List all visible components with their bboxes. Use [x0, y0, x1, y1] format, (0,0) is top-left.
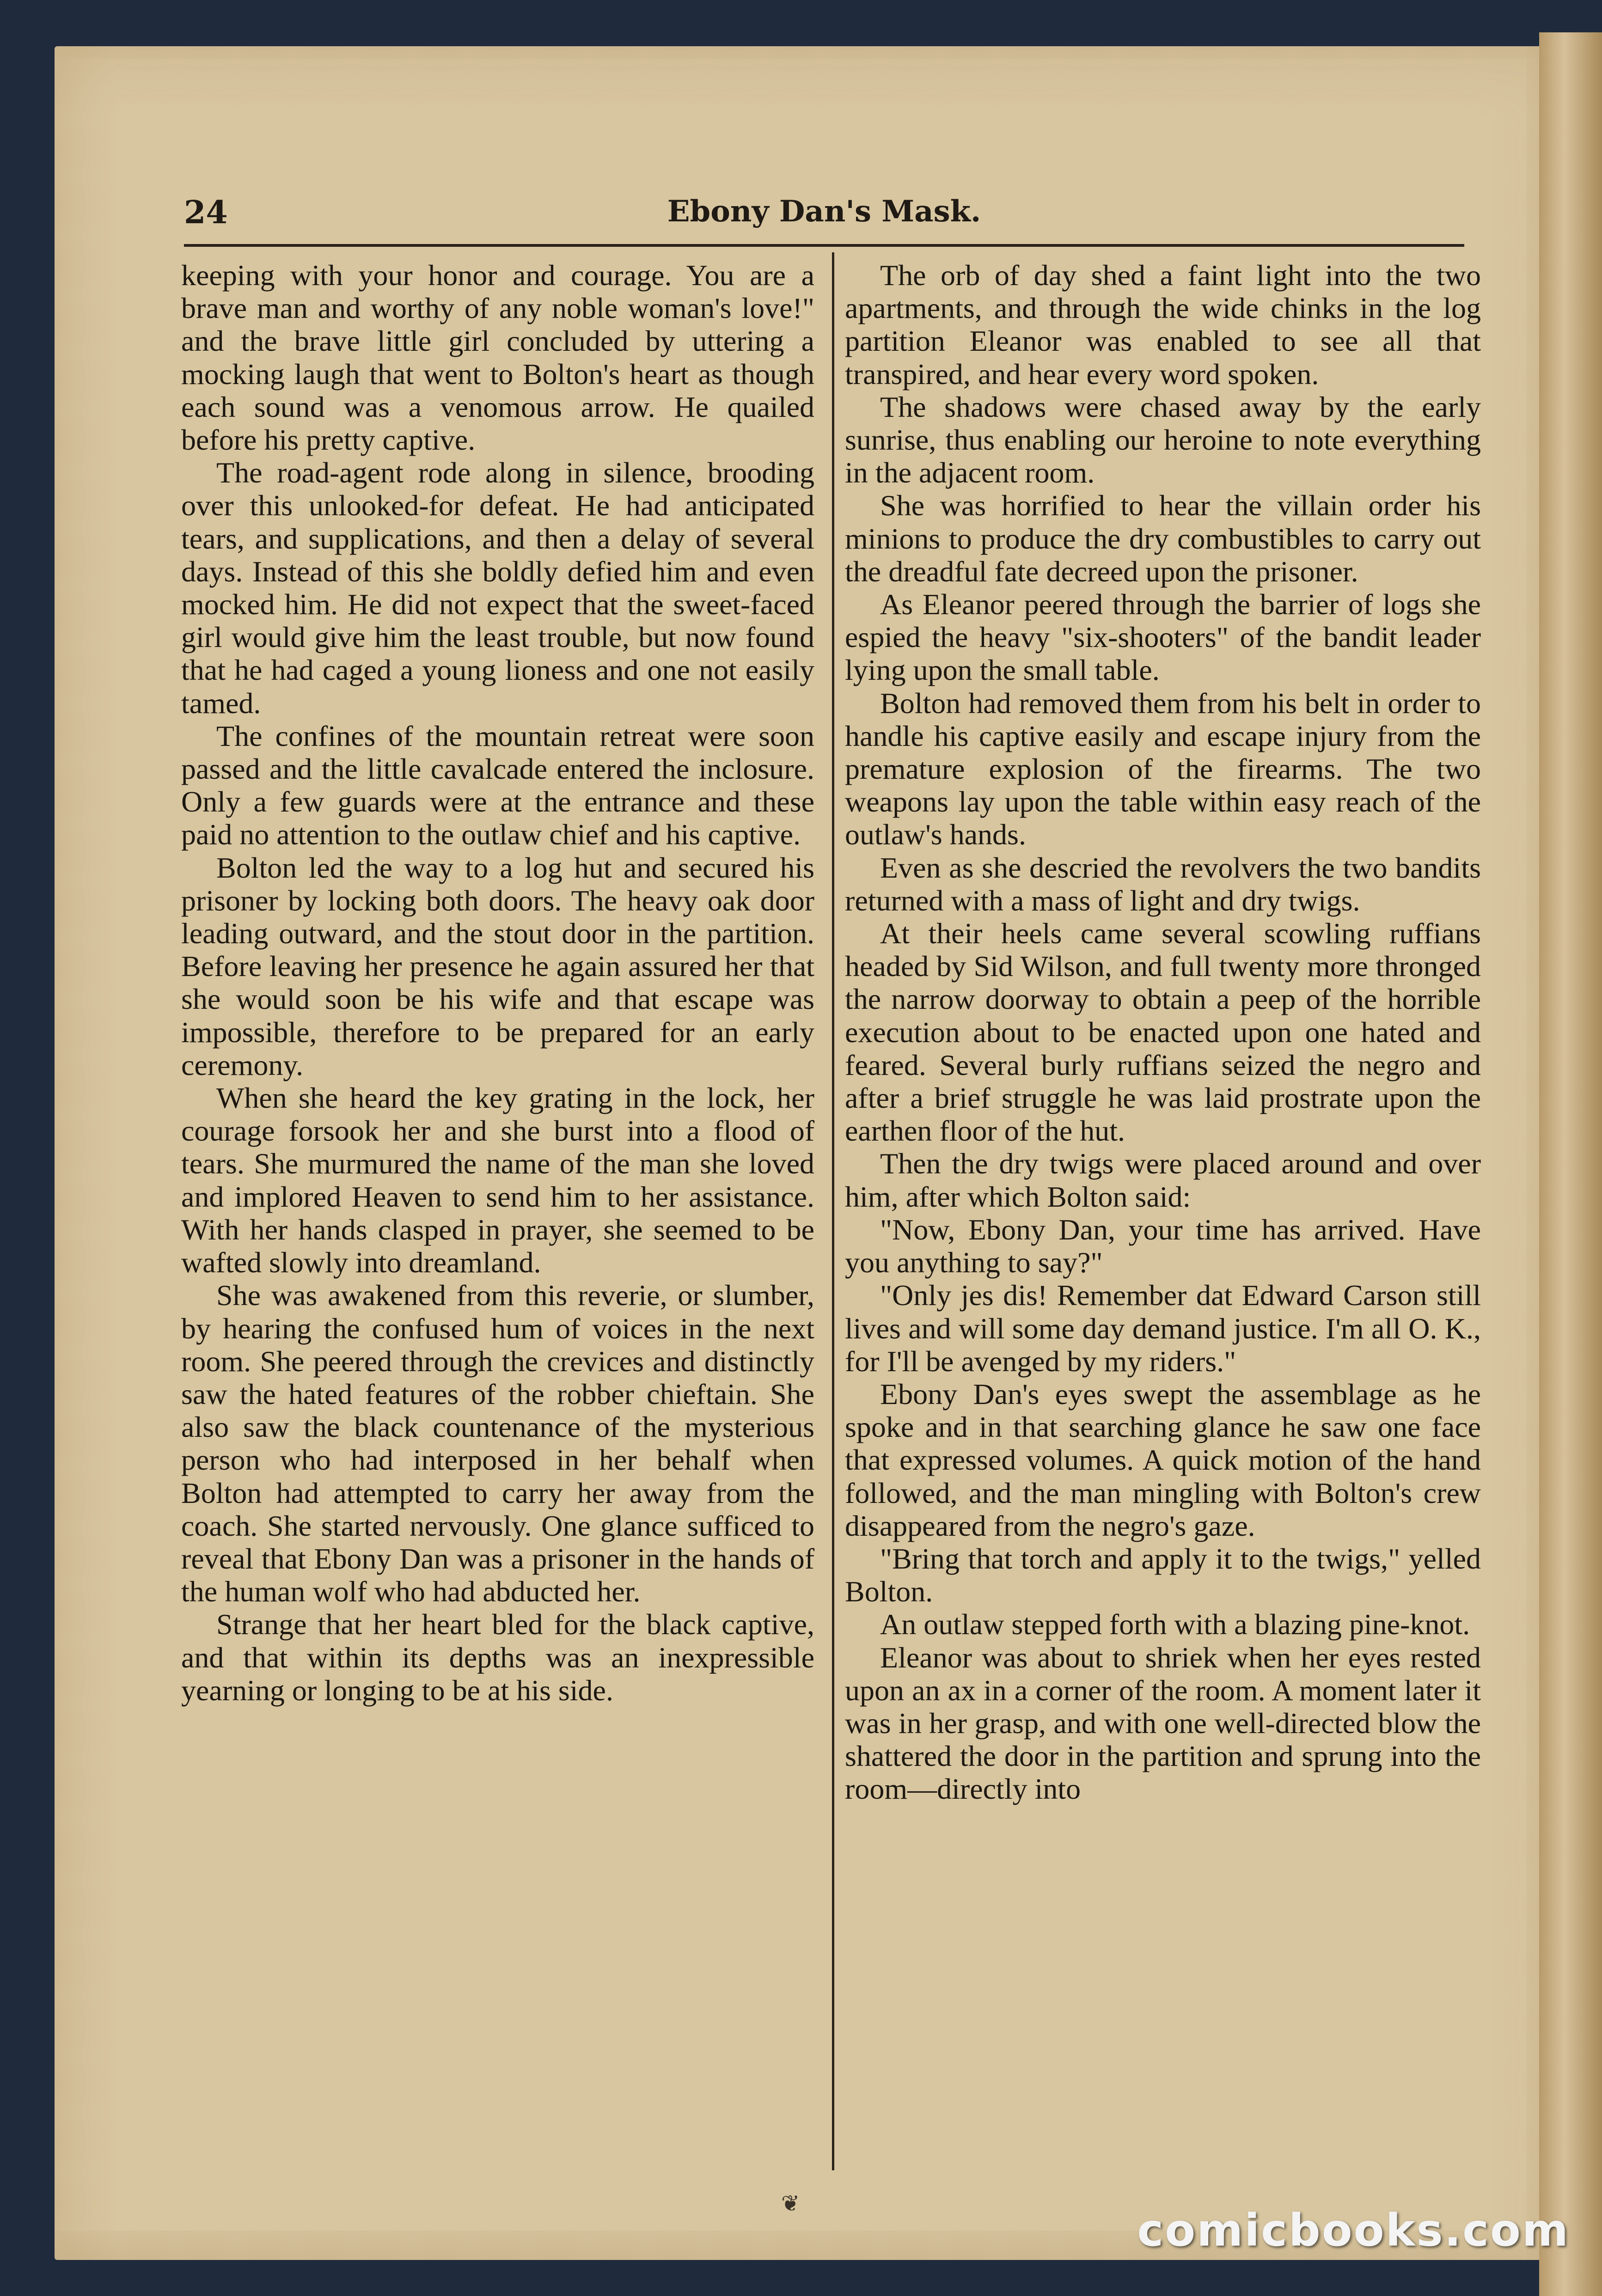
right-column — [845, 259, 1481, 1806]
paragraph: When she heard the key grating in the lock, her courage forsook her and she burst into a flood of tears. She murmured the name of the man she loved and implored Heaven to send him to her assistance. With her hands clasped in prayer, she seemed to be wafted slowly into dreamland. — [181, 1081, 814, 1279]
paragraph: At their heels came several scowling ruffians headed by Sid Wilson, and full twenty more thronged the narrow doorway to obtain a peep of the horrible execution about to be enacted upon one hated and feared. Several burly ruffians seized the negro and after a brief struggle he was laid prostrate upon the earthen floor of the hut. — [845, 917, 1481, 1148]
paragraph: Eleanor was about to shriek when her eyes rested upon an ax in a corner of the room. A moment later it was in her grasp, and with one well-directed blow the shattered the door in the partition and sprung into the room—directly into — [845, 1641, 1481, 1806]
running-title: Ebony Dan's Mask. — [667, 194, 981, 229]
site-watermark: comicbooks.com — [1137, 2204, 1570, 2256]
paragraph: Then the dry twigs were placed around and over him, after which Bolton said: — [845, 1147, 1481, 1213]
paragraph: Ebony Dan's eyes swept the assemblage as he spoke and in that searching glance he saw one face that expressed volumes. A quick motion of the hand followed, and the man mingling with Bolton's crew disappeared from the negro's gaze. — [845, 1377, 1481, 1542]
paragraph: Bolton led the way to a log hut and secured his prisoner by locking both doors. The heavy oak door leading outward, and the stout door in the partition. Before leaving her presence he again assured her that she would soon be his wife and that escape was impossible, therefore to be prepared for an early ceremony. — [181, 851, 814, 1081]
paragraph: The orb of day shed a faint light into the two apartments, and through the wide chinks in the log partition Eleanor was enabled to see all that transpired, and hear every word spoken. — [845, 259, 1481, 391]
left-column — [181, 259, 814, 1707]
book-spine — [1539, 32, 1602, 2296]
paragraph: As Eleanor peered through the barrier of logs she espied the heavy "six-shooters" of the bandit leader lying upon the small table. — [845, 588, 1481, 687]
paragraph: Even as she descried the revolvers the two bandits returned with a mass of light and dry twigs. — [845, 851, 1481, 917]
paragraph: She was horrified to hear the villain order his minions to produce the dry combustibles to carry out the dreadful fate decreed upon the prisoner. — [845, 489, 1481, 588]
printer-mark-icon: ❦ — [781, 2192, 800, 2216]
page-number: 24 — [184, 194, 228, 231]
page-header — [184, 189, 1464, 240]
column-divider — [832, 252, 834, 2170]
paragraph: The confines of the mountain retreat were soon passed and the little cavalcade entered the inclosure. Only a few guards were at the entrance and these paid no attention to the outlaw chief and his captive. — [181, 719, 814, 851]
paragraph: "Bring that torch and apply it to the twigs," yelled Bolton. — [845, 1542, 1481, 1608]
paragraph: The shadows were chased away by the early sunrise, thus enabling our heroine to note everything in the adjacent room. — [845, 390, 1481, 489]
paragraph: Bolton had removed them from his belt in order to handle his captive easily and escape injury from the premature explosion of the firearms. The two weapons lay upon the table within easy reach of the outlaw's hands. — [845, 686, 1481, 851]
paragraph: The road-agent rode along in silence, brooding over this unlooked-for defeat. He had anticipated tears, and supplications, and then a delay of several days. Instead of this she boldly defied him and even mocked him. He did not expect that the sweet-faced girl would give him the least trouble, but now found that he had caged a young lioness and one not easily tamed. — [181, 456, 814, 720]
paragraph: keeping with your honor and courage. You are a brave man and worthy of any noble woman's love!" and the brave little girl concluded by uttering a mocking laugh that went to Bolton's heart as though each sound was a venomous arrow. He quailed before his pretty captive. — [181, 259, 814, 457]
paragraph: She was awakened from this reverie, or slumber, by hearing the confused hum of voices in the next room. She peered through the crevices and distinctly saw the hated features of the robber chieftain. She also saw the black countenance of the mysterious person who had interposed in her behalf when Bolton had attempted to carry her away from the coach. She started nervously. One glance sufficed to reveal that Ebony Dan was a prisoner in the hands of the human wolf who had abducted her. — [181, 1279, 814, 1608]
paragraph: "Only jes dis! Remember dat Edward Carson still lives and will some day demand justice. I'm all O. K., for I'll be avenged by my riders." — [845, 1279, 1481, 1378]
paragraph: "Now, Ebony Dan, your time has arrived. Have you anything to say?" — [845, 1213, 1481, 1279]
paragraph: Strange that her heart bled for the black captive, and that within its depths was an inexpressible yearning or longing to be at his side. — [181, 1608, 814, 1707]
paragraph: An outlaw stepped forth with a blazing pine-knot. — [880, 1608, 1470, 1641]
header-rule — [184, 244, 1464, 247]
